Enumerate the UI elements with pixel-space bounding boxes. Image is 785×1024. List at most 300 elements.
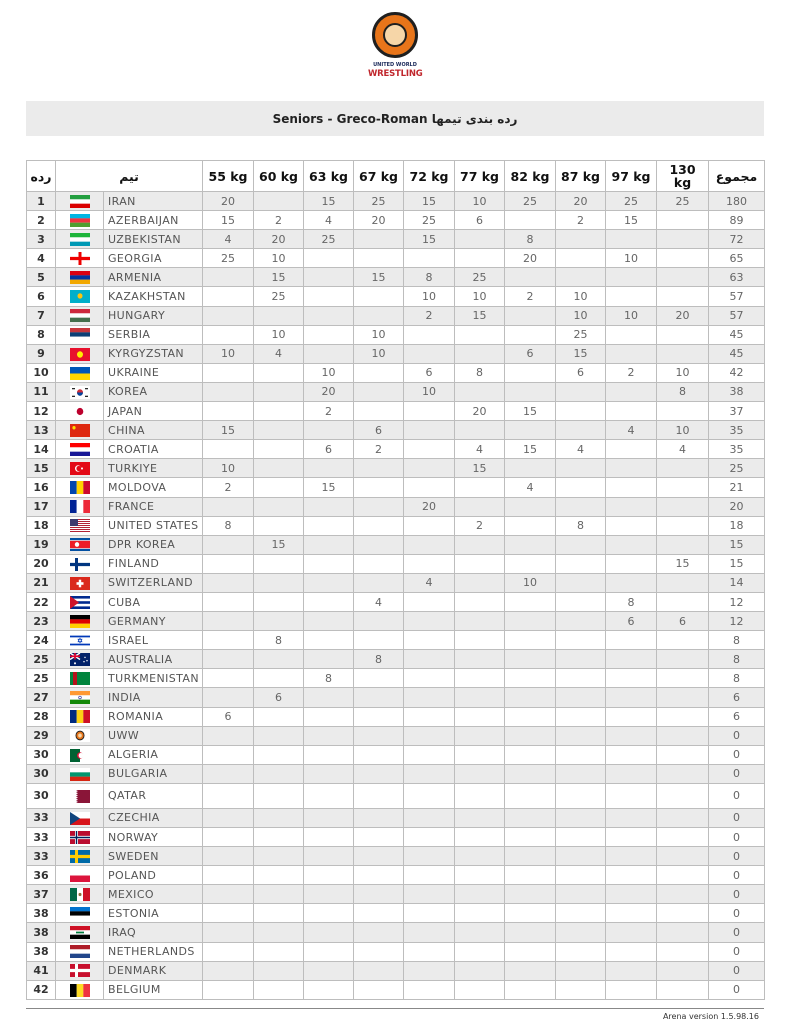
weight-points-cell	[455, 923, 505, 942]
weight-points-cell	[556, 535, 606, 554]
weight-points-cell	[606, 847, 657, 866]
team-name: IRAN	[104, 192, 203, 211]
weight-points-cell	[354, 923, 404, 942]
weight-points-cell	[354, 980, 404, 999]
weight-points-cell	[657, 783, 709, 808]
team-name: CROATIA	[104, 440, 203, 459]
logo-emblem	[372, 12, 418, 58]
kyrgyzstan-flag-icon	[56, 344, 104, 363]
weight-points-cell	[657, 592, 709, 611]
weight-points-cell	[304, 554, 354, 573]
weight-points-cell: 8	[354, 650, 404, 669]
weight-points-cell	[556, 573, 606, 592]
cuba-flag-icon	[56, 592, 104, 611]
total-points-cell: 12	[709, 592, 765, 611]
weight-points-cell: 4	[657, 440, 709, 459]
weight-points-cell	[304, 650, 354, 669]
weight-points-cell	[203, 904, 254, 923]
header-weight: 67 kg	[354, 161, 404, 192]
weight-points-cell	[505, 745, 556, 764]
weight-points-cell	[455, 631, 505, 650]
weight-points-cell: 8	[254, 631, 304, 650]
weight-points-cell	[606, 923, 657, 942]
weight-points-cell	[556, 382, 606, 401]
weight-points-cell	[455, 828, 505, 847]
weight-points-cell	[304, 808, 354, 827]
weight-points-cell: 10	[203, 344, 254, 363]
weight-points-cell: 15	[254, 535, 304, 554]
weight-points-cell	[657, 885, 709, 904]
weight-points-cell	[606, 535, 657, 554]
weight-points-cell	[254, 783, 304, 808]
weight-points-cell: 2	[556, 211, 606, 230]
weight-points-cell	[657, 631, 709, 650]
rank-cell: 5	[27, 268, 56, 287]
weight-points-cell	[254, 478, 304, 497]
rank-cell: 11	[27, 382, 56, 401]
weight-points-cell	[505, 726, 556, 745]
weight-points-cell	[505, 942, 556, 961]
weight-points-cell	[304, 573, 354, 592]
weight-points-cell	[203, 306, 254, 325]
weight-points-cell	[203, 726, 254, 745]
table-row	[27, 554, 765, 573]
team-name: QATAR	[104, 783, 203, 808]
rank-cell: 30	[27, 783, 56, 808]
weight-points-cell	[505, 421, 556, 440]
weight-points-cell	[606, 980, 657, 999]
weight-points-cell	[505, 688, 556, 707]
weight-points-cell	[455, 325, 505, 344]
serbia-flag-icon	[56, 325, 104, 344]
team-name: SWITZERLAND	[104, 573, 203, 592]
hungary-flag-icon	[56, 306, 104, 325]
weight-points-cell	[404, 707, 455, 726]
usa-flag-icon	[56, 516, 104, 535]
weight-points-cell	[254, 707, 304, 726]
weight-points-cell	[606, 783, 657, 808]
weight-points-cell	[304, 764, 354, 783]
sweden-flag-icon	[56, 847, 104, 866]
weight-points-cell	[556, 904, 606, 923]
rank-cell: 22	[27, 592, 56, 611]
rank-cell: 19	[27, 535, 56, 554]
team-name: SWEDEN	[104, 847, 203, 866]
weight-points-cell: 10	[505, 573, 556, 592]
weight-points-cell	[606, 764, 657, 783]
weight-points-cell	[304, 783, 354, 808]
rank-cell: 33	[27, 828, 56, 847]
table-row	[27, 402, 765, 421]
weight-points-cell	[304, 249, 354, 268]
team-name: CUBA	[104, 592, 203, 611]
weight-points-cell	[254, 440, 304, 459]
weight-points-cell	[657, 669, 709, 688]
weight-points-cell	[606, 669, 657, 688]
total-points-cell: 42	[709, 363, 765, 382]
total-points-cell: 0	[709, 808, 765, 827]
weight-points-cell	[606, 726, 657, 745]
team-name: AUSTRALIA	[104, 650, 203, 669]
armenia-flag-icon	[56, 268, 104, 287]
india-flag-icon	[56, 688, 104, 707]
weight-points-cell: 4	[354, 592, 404, 611]
rank-cell: 25	[27, 650, 56, 669]
weight-points-cell	[455, 249, 505, 268]
weight-points-cell	[657, 688, 709, 707]
weight-points-cell	[657, 923, 709, 942]
weight-points-cell	[254, 592, 304, 611]
table-row	[27, 828, 765, 847]
romania-flag-icon	[56, 707, 104, 726]
total-points-cell: 45	[709, 325, 765, 344]
weight-points-cell	[455, 980, 505, 999]
team-name: INDIA	[104, 688, 203, 707]
weight-points-cell	[505, 363, 556, 382]
weight-points-cell: 8	[455, 363, 505, 382]
total-points-cell: 72	[709, 230, 765, 249]
netherlands-flag-icon	[56, 942, 104, 961]
weight-points-cell	[404, 592, 455, 611]
weight-points-cell	[404, 942, 455, 961]
weight-points-cell	[203, 325, 254, 344]
weight-points-cell: 8	[203, 516, 254, 535]
table-row	[27, 885, 765, 904]
weight-points-cell: 2	[505, 287, 556, 306]
weight-points-cell	[254, 726, 304, 745]
weight-points-cell: 15	[657, 554, 709, 573]
weight-points-cell	[404, 516, 455, 535]
team-name: POLAND	[104, 866, 203, 885]
weight-points-cell: 6	[606, 612, 657, 631]
weight-points-cell: 6	[354, 421, 404, 440]
weight-points-cell	[657, 707, 709, 726]
weight-points-cell	[455, 942, 505, 961]
weight-points-cell	[354, 306, 404, 325]
weight-points-cell: 25	[606, 192, 657, 211]
denmark-flag-icon	[56, 961, 104, 980]
rank-cell: 1	[27, 192, 56, 211]
weight-points-cell	[354, 847, 404, 866]
moldova-flag-icon	[56, 478, 104, 497]
weight-points-cell	[404, 923, 455, 942]
table-row	[27, 808, 765, 827]
total-points-cell: 15	[709, 535, 765, 554]
total-points-cell: 63	[709, 268, 765, 287]
weight-points-cell	[505, 885, 556, 904]
weight-points-cell	[203, 592, 254, 611]
weight-points-cell	[455, 573, 505, 592]
rank-cell: 8	[27, 325, 56, 344]
weight-points-cell	[354, 230, 404, 249]
team-name: SERBIA	[104, 325, 203, 344]
total-points-cell: 14	[709, 573, 765, 592]
table-row	[27, 650, 765, 669]
weight-points-cell	[556, 885, 606, 904]
weight-points-cell: 8	[657, 382, 709, 401]
weight-points-cell	[354, 573, 404, 592]
weight-points-cell	[354, 554, 404, 573]
rank-cell: 15	[27, 459, 56, 478]
weight-points-cell	[304, 421, 354, 440]
team-name: ALGERIA	[104, 745, 203, 764]
rank-cell: 33	[27, 808, 56, 827]
weight-points-cell	[606, 325, 657, 344]
weight-points-cell: 15	[203, 211, 254, 230]
total-points-cell: 57	[709, 287, 765, 306]
team-name: TURKIYE	[104, 459, 203, 478]
table-row	[27, 783, 765, 808]
weight-points-cell	[556, 268, 606, 287]
weight-points-cell: 15	[254, 268, 304, 287]
weight-points-cell: 4	[404, 573, 455, 592]
weight-points-cell: 10	[556, 287, 606, 306]
weight-points-cell	[556, 745, 606, 764]
weight-points-cell: 4	[606, 421, 657, 440]
weight-points-cell	[556, 961, 606, 980]
weight-points-cell	[657, 847, 709, 866]
table-row	[27, 478, 765, 497]
weight-points-cell	[254, 459, 304, 478]
weight-points-cell: 10	[657, 421, 709, 440]
team-name: FINLAND	[104, 554, 203, 573]
weight-points-cell: 2	[606, 363, 657, 382]
weight-points-cell	[657, 287, 709, 306]
total-points-cell: 25	[709, 459, 765, 478]
weight-points-cell: 10	[354, 325, 404, 344]
total-points-cell: 0	[709, 847, 765, 866]
weight-points-cell: 6	[455, 211, 505, 230]
weight-points-cell: 15	[505, 440, 556, 459]
rank-cell: 17	[27, 497, 56, 516]
rank-cell: 6	[27, 287, 56, 306]
table-row	[27, 230, 765, 249]
weight-points-cell	[556, 828, 606, 847]
weight-points-cell	[404, 459, 455, 478]
weight-points-cell	[657, 459, 709, 478]
turkiye-flag-icon	[56, 459, 104, 478]
weight-points-cell: 10	[304, 363, 354, 382]
weight-points-cell: 10	[606, 306, 657, 325]
switzerland-flag-icon	[56, 573, 104, 592]
weight-points-cell	[657, 828, 709, 847]
bulgaria-flag-icon	[56, 764, 104, 783]
table-row	[27, 904, 765, 923]
weight-points-cell: 15	[354, 268, 404, 287]
azerbaijan-flag-icon	[56, 211, 104, 230]
weight-points-cell	[304, 325, 354, 344]
total-points-cell: 0	[709, 885, 765, 904]
weight-points-cell: 2	[354, 440, 404, 459]
weight-points-cell	[606, 497, 657, 516]
weight-points-cell	[556, 497, 606, 516]
weight-points-cell	[505, 631, 556, 650]
weight-points-cell	[304, 287, 354, 306]
weight-points-cell	[254, 612, 304, 631]
weight-points-cell	[505, 980, 556, 999]
weight-points-cell	[254, 808, 304, 827]
rank-cell: 37	[27, 885, 56, 904]
weight-points-cell: 2	[404, 306, 455, 325]
france-flag-icon	[56, 497, 104, 516]
weight-points-cell	[354, 726, 404, 745]
rank-cell: 42	[27, 980, 56, 999]
weight-points-cell	[304, 631, 354, 650]
rank-cell: 25	[27, 669, 56, 688]
table-row	[27, 573, 765, 592]
weight-points-cell: 25	[657, 192, 709, 211]
team-name: KAZAKHSTAN	[104, 287, 203, 306]
weight-points-cell: 25	[505, 192, 556, 211]
weight-points-cell: 6	[556, 363, 606, 382]
israel-flag-icon	[56, 631, 104, 650]
weight-points-cell	[556, 707, 606, 726]
table-row	[27, 440, 765, 459]
weight-points-cell	[606, 478, 657, 497]
weight-points-cell	[404, 631, 455, 650]
weight-points-cell	[657, 211, 709, 230]
weight-points-cell	[606, 230, 657, 249]
weight-points-cell	[203, 866, 254, 885]
weight-points-cell	[404, 885, 455, 904]
japan-flag-icon	[56, 402, 104, 421]
total-points-cell: 37	[709, 402, 765, 421]
weight-points-cell	[657, 497, 709, 516]
weight-points-cell	[354, 707, 404, 726]
weight-points-cell	[404, 726, 455, 745]
footer-divider	[26, 1008, 764, 1009]
team-name: IRAQ	[104, 923, 203, 942]
weight-points-cell	[606, 516, 657, 535]
weight-points-cell	[657, 764, 709, 783]
weight-points-cell	[304, 745, 354, 764]
team-name: ARMENIA	[104, 268, 203, 287]
weight-points-cell	[606, 268, 657, 287]
weight-points-cell	[203, 942, 254, 961]
header-weight: 77 kg	[455, 161, 505, 192]
weight-points-cell: 20	[203, 192, 254, 211]
weight-points-cell	[354, 828, 404, 847]
weight-points-cell	[556, 866, 606, 885]
weight-points-cell	[657, 268, 709, 287]
weight-points-cell: 20	[657, 306, 709, 325]
weight-points-cell	[556, 923, 606, 942]
weight-points-cell	[657, 942, 709, 961]
weight-points-cell	[404, 249, 455, 268]
team-name: BULGARIA	[104, 764, 203, 783]
weight-points-cell: 25	[354, 192, 404, 211]
weight-points-cell	[606, 745, 657, 764]
weight-points-cell	[505, 306, 556, 325]
weight-points-cell	[556, 402, 606, 421]
weight-points-cell	[455, 344, 505, 363]
weight-points-cell	[606, 402, 657, 421]
page-title: Seniors - Greco-Roman رده بندی تیمها	[26, 101, 764, 136]
weight-points-cell	[354, 478, 404, 497]
weight-points-cell	[203, 808, 254, 827]
weight-points-cell	[203, 980, 254, 999]
weight-points-cell	[254, 669, 304, 688]
weight-points-cell	[455, 847, 505, 866]
weight-points-cell: 15	[606, 211, 657, 230]
uww-logo	[368, 12, 422, 80]
weight-points-cell	[404, 669, 455, 688]
weight-points-cell	[455, 592, 505, 611]
belgium-flag-icon	[56, 980, 104, 999]
weight-points-cell	[203, 961, 254, 980]
weight-points-cell	[505, 325, 556, 344]
korea-flag-icon	[56, 382, 104, 401]
weight-points-cell: 15	[404, 192, 455, 211]
weight-points-cell	[606, 808, 657, 827]
dprk-flag-icon	[56, 535, 104, 554]
weight-points-cell	[404, 535, 455, 554]
table-row	[27, 516, 765, 535]
weight-points-cell	[203, 669, 254, 688]
weight-points-cell	[556, 459, 606, 478]
rank-cell: 24	[27, 631, 56, 650]
weight-points-cell	[304, 866, 354, 885]
weight-points-cell	[354, 904, 404, 923]
table-row	[27, 592, 765, 611]
rank-cell: 27	[27, 688, 56, 707]
weight-points-cell	[556, 847, 606, 866]
table-row	[27, 363, 765, 382]
australia-flag-icon	[56, 650, 104, 669]
weight-points-cell	[203, 535, 254, 554]
weight-points-cell	[254, 866, 304, 885]
croatia-flag-icon	[56, 440, 104, 459]
weight-points-cell	[606, 382, 657, 401]
total-points-cell: 0	[709, 961, 765, 980]
total-points-cell: 35	[709, 440, 765, 459]
norway-flag-icon	[56, 828, 104, 847]
weight-points-cell: 20	[556, 192, 606, 211]
team-name: ROMANIA	[104, 707, 203, 726]
weight-points-cell	[254, 885, 304, 904]
weight-points-cell	[304, 535, 354, 554]
weight-points-cell	[203, 440, 254, 459]
weight-points-cell	[606, 688, 657, 707]
uww-flag-icon	[56, 726, 104, 745]
weight-points-cell: 10	[455, 287, 505, 306]
weight-points-cell	[657, 402, 709, 421]
total-points-cell: 57	[709, 306, 765, 325]
weight-points-cell: 25	[304, 230, 354, 249]
total-points-cell: 180	[709, 192, 765, 211]
weight-points-cell	[304, 904, 354, 923]
weight-points-cell	[455, 808, 505, 827]
team-name: KYRGYZSTAN	[104, 344, 203, 363]
weight-points-cell	[455, 382, 505, 401]
weight-points-cell	[606, 573, 657, 592]
header-weight: 82 kg	[505, 161, 556, 192]
weight-points-cell	[404, 344, 455, 363]
weight-points-cell: 2	[455, 516, 505, 535]
rank-cell: 28	[27, 707, 56, 726]
table-row	[27, 306, 765, 325]
weight-points-cell	[606, 866, 657, 885]
weight-points-cell	[254, 923, 304, 942]
weight-points-cell	[657, 230, 709, 249]
weight-points-cell	[556, 421, 606, 440]
weight-points-cell	[304, 847, 354, 866]
table-row	[27, 961, 765, 980]
rank-cell: 33	[27, 847, 56, 866]
weight-points-cell	[455, 230, 505, 249]
header-total: مجموع	[709, 161, 765, 192]
weight-points-cell	[556, 980, 606, 999]
